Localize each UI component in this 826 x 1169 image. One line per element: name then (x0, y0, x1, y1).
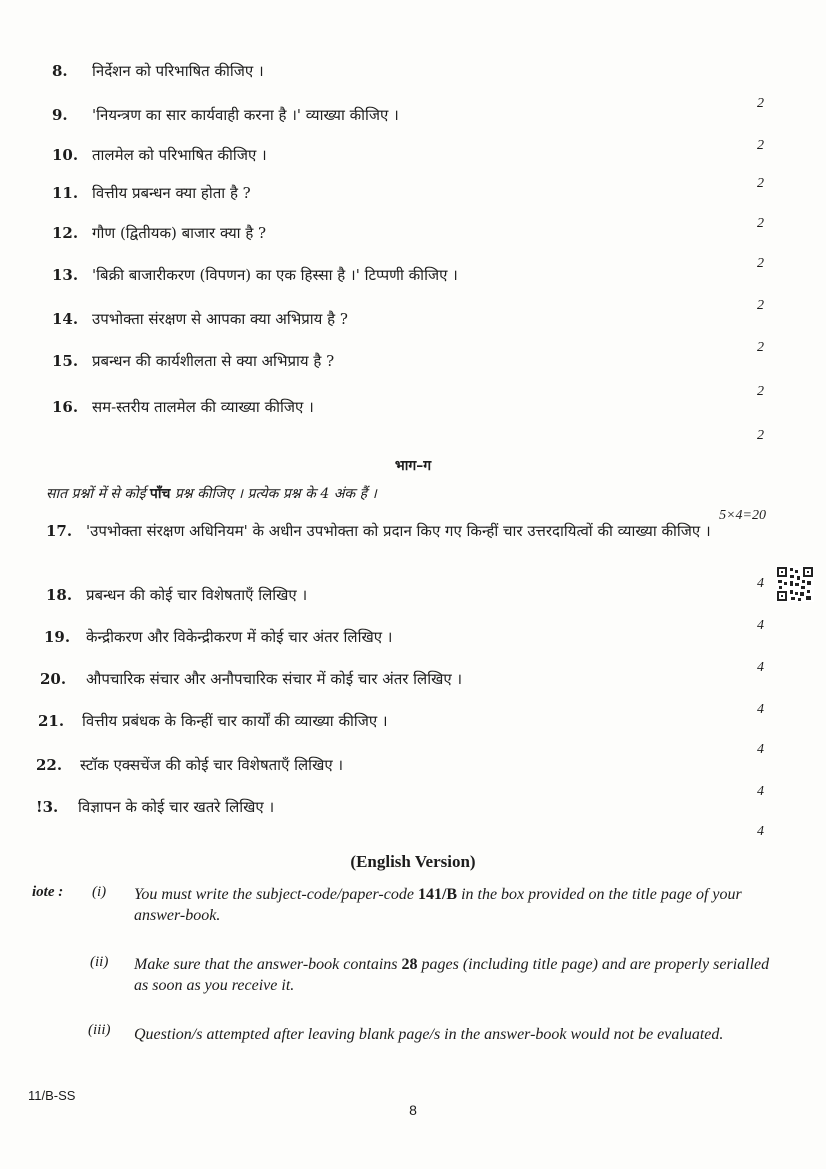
question-number: 17. (46, 522, 73, 540)
note-label: iote : (32, 884, 64, 900)
question-text: 'उपभोक्ता संरक्षण अधिनियम' के अधीन उपभोक्ता को प्रदान किए गए किन्हीं चार उत्तरदायित्वों की व्याख्या कीजिए । (86, 522, 711, 540)
question-number: 10. (52, 146, 79, 164)
mark: 2 (757, 96, 764, 111)
mark: 2 (757, 176, 764, 191)
mark: 4 (757, 660, 764, 675)
paper-code-footer: 11/B-SS (28, 1088, 76, 1103)
mark: 2 (757, 384, 764, 399)
note-text: Question/s attempted after leaving blank page/s in the answer-book would not be evaluated. (134, 1026, 724, 1043)
note-number: (ii) (90, 954, 109, 970)
question-text: प्रबन्धन की कोई चार विशेषताएँ लिखिए । (86, 586, 308, 604)
mark: 2 (757, 340, 764, 355)
question-number: 13. (52, 266, 79, 284)
question-text: 'बिक्री बाजारीकरण (विपणन) का एक हिस्सा है ।' टिप्पणी कीजिए । (92, 266, 458, 284)
question-text: स्टॉक एक्सचेंज की कोई चार विशेषताएँ लिखिए । (80, 756, 344, 774)
mark: 4 (757, 784, 764, 799)
qr-code-icon (776, 566, 814, 602)
mark: 4 (757, 742, 764, 757)
question-text: निर्देशन को परिभाषित कीजिए । (92, 62, 264, 80)
question-text: वित्तीय प्रबंधक के किन्हीं चार कार्यों की व्याख्या कीजिए । (82, 712, 388, 730)
mark: 2 (757, 256, 764, 271)
question-number: 22. (36, 756, 63, 774)
page-number: 8 (409, 1102, 417, 1118)
question-number: 8. (52, 62, 68, 80)
question-number: !3. (36, 798, 59, 816)
question-text: केन्द्रीकरण और विकेन्द्रीकरण में कोई चार अंतर लिखिए । (86, 628, 393, 646)
question-number: 18. (46, 586, 73, 604)
note-text: You must write the subject-code/paper-code 141/B in the box provided on the title page of your answer-book. (134, 886, 742, 924)
question-text: वित्तीय प्रबन्धन क्या होता है ? (92, 184, 251, 202)
question-text: प्रबन्धन की कार्यशीलता से क्या अभिप्राय है ? (92, 352, 335, 370)
section-title: भाग–ग (394, 458, 432, 474)
mark: 2 (757, 428, 764, 443)
mark: 4 (757, 824, 764, 839)
question-number: 14. (52, 310, 79, 328)
note-number: (i) (92, 884, 107, 900)
question-number: 11. (52, 184, 79, 202)
english-version-title: (English Version) (350, 852, 476, 871)
note-number: (iii) (88, 1022, 111, 1038)
mark: 2 (757, 216, 764, 231)
mark: 4 (757, 702, 764, 717)
mark: 2 (757, 138, 764, 153)
question-number: 12. (52, 224, 79, 242)
section-instruction: सात प्रश्नों में से कोई पाँच प्रश्न कीजिए । प्रत्येक प्रश्न के 4 अंक हैं । (46, 486, 377, 502)
question-text: सम-स्तरीय तालमेल की व्याख्या कीजिए । (92, 398, 314, 416)
question-text: गौण (द्वितीयक) बाजार क्या है ? (92, 224, 267, 242)
question-text: उपभोक्ता संरक्षण से आपका क्या अभिप्राय है ? (92, 310, 348, 328)
mark: 4 (757, 576, 764, 591)
question-number: 16. (52, 398, 79, 416)
mark: 2 (757, 298, 764, 313)
question-number: 21. (38, 712, 65, 730)
question-number: 20. (40, 670, 67, 688)
mark: 4 (757, 618, 764, 633)
question-text: 'नियन्त्रण का सार कार्यवाही करना है ।' व्याख्या कीजिए । (92, 106, 399, 124)
question-text: औपचारिक संचार और अनौपचारिक संचार में कोई चार अंतर लिखिए । (86, 670, 463, 688)
section-total-marks: 5×4=20 (719, 508, 766, 523)
note-text: Make sure that the answer-book contains 28 pages (including title page) and are properly serialled as soon as you receive it. (134, 956, 770, 994)
question-number: 9. (52, 106, 68, 124)
question-text: तालमेल को परिभाषित कीजिए । (92, 146, 267, 164)
question-number: 15. (52, 352, 79, 370)
question-number: 19. (44, 628, 71, 646)
question-text: विज्ञापन के कोई चार खतरे लिखिए । (78, 798, 275, 816)
